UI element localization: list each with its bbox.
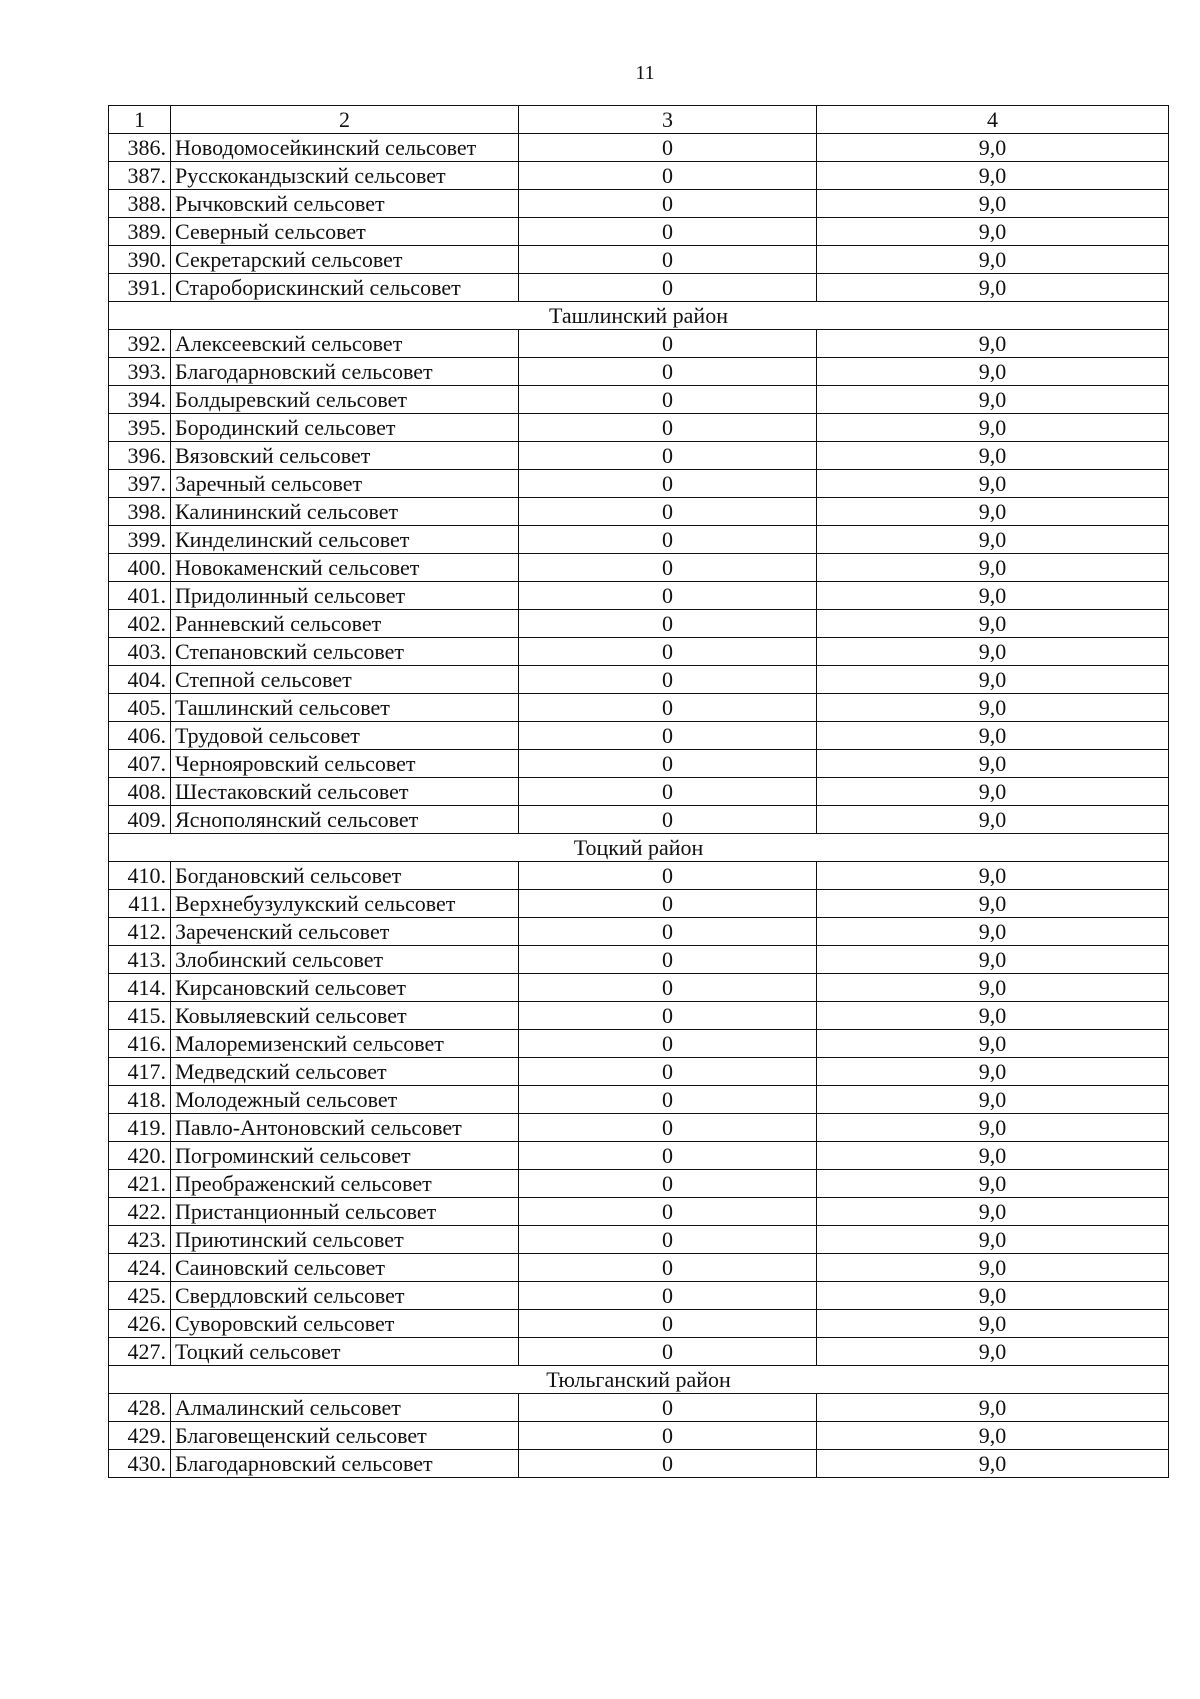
table-row (109, 554, 1169, 582)
value-col-4: 9,0 (817, 1254, 1169, 1282)
council-name: Кирсановский сельсовет (171, 974, 519, 1002)
value-col-3: 0 (519, 246, 817, 274)
row-number: 417. (109, 1058, 171, 1086)
value-col-3: 0 (519, 1086, 817, 1114)
value-col-3: 0 (519, 1058, 817, 1086)
page-number: 11 (635, 62, 655, 84)
council-name: Пристанционный сельсовет (171, 1198, 519, 1226)
table-row (109, 246, 1169, 274)
value-col-3: 0 (519, 582, 817, 610)
value-col-4: 9,0 (817, 1226, 1169, 1254)
table-body (109, 106, 1169, 1478)
value-col-3: 0 (519, 694, 817, 722)
row-number: 412. (109, 918, 171, 946)
value-col-4: 9,0 (817, 1170, 1169, 1198)
value-col-4: 9,0 (817, 1114, 1169, 1142)
value-col-4: 9,0 (817, 526, 1169, 554)
value-col-3: 0 (519, 554, 817, 582)
value-col-3: 0 (519, 358, 817, 386)
council-name: Благовещенский сельсовет (171, 1422, 519, 1450)
table-row (109, 862, 1169, 890)
table-row (109, 806, 1169, 834)
council-name: Алексеевский сельсовет (171, 330, 519, 358)
table-row (109, 1422, 1169, 1450)
value-col-3: 0 (519, 1030, 817, 1058)
table-row (109, 1450, 1169, 1478)
value-col-3: 0 (519, 1394, 817, 1422)
row-number: 413. (109, 946, 171, 974)
row-number: 427. (109, 1338, 171, 1366)
row-number: 396. (109, 442, 171, 470)
council-name: Алмалинский сельсовет (171, 1394, 519, 1422)
table-row (109, 1142, 1169, 1170)
council-name: Трудовой сельсовет (171, 722, 519, 750)
row-number: 392. (109, 330, 171, 358)
allocation-table (108, 105, 1169, 1478)
council-name: Ранневский сельсовет (171, 610, 519, 638)
row-number: 398. (109, 498, 171, 526)
value-col-3: 0 (519, 414, 817, 442)
table-row (109, 1114, 1169, 1142)
row-number: 393. (109, 358, 171, 386)
value-col-3: 0 (519, 1198, 817, 1226)
row-number: 399. (109, 526, 171, 554)
council-name: Болдыревский сельсовет (171, 386, 519, 414)
header-cell-1: 1 (109, 106, 171, 134)
council-name: Верхнебузулукский сельсовет (171, 890, 519, 918)
value-col-4: 9,0 (817, 498, 1169, 526)
value-col-4: 9,0 (817, 246, 1169, 274)
table-row (109, 1394, 1169, 1422)
value-col-4: 9,0 (817, 1142, 1169, 1170)
value-col-4: 9,0 (817, 722, 1169, 750)
value-col-3: 0 (519, 946, 817, 974)
council-name: Приютинский сельсовет (171, 1226, 519, 1254)
table-row (109, 1086, 1169, 1114)
council-name: Вязовский сельсовет (171, 442, 519, 470)
council-name: Заречный сельсовет (171, 470, 519, 498)
value-col-3: 0 (519, 862, 817, 890)
row-number: 394. (109, 386, 171, 414)
row-number: 424. (109, 1254, 171, 1282)
table-row (109, 190, 1169, 218)
value-col-4: 9,0 (817, 862, 1169, 890)
row-number: 397. (109, 470, 171, 498)
council-name: Молодежный сельсовет (171, 1086, 519, 1114)
council-name: Богдановский сельсовет (171, 862, 519, 890)
district-header-row (109, 1366, 1169, 1394)
district-title: Ташлинский район (109, 302, 1169, 330)
council-name: Преображенский сельсовет (171, 1170, 519, 1198)
council-name: Ташлинский сельсовет (171, 694, 519, 722)
value-col-3: 0 (519, 1226, 817, 1254)
value-col-3: 0 (519, 638, 817, 666)
header-row (109, 106, 1169, 134)
value-col-3: 0 (519, 778, 817, 806)
council-name: Новодомосейкинский сельсовет (171, 134, 519, 162)
council-name: Медведский сельсовет (171, 1058, 519, 1086)
council-name: Чернояровский сельсовет (171, 750, 519, 778)
district-header-row (109, 302, 1169, 330)
value-col-3: 0 (519, 330, 817, 358)
row-number: 388. (109, 190, 171, 218)
value-col-4: 9,0 (817, 1422, 1169, 1450)
table-row (109, 414, 1169, 442)
value-col-4: 9,0 (817, 806, 1169, 834)
table-row (109, 918, 1169, 946)
value-col-3: 0 (519, 1254, 817, 1282)
row-number: 414. (109, 974, 171, 1002)
council-name: Калининский сельсовет (171, 498, 519, 526)
council-name: Кинделинский сельсовет (171, 526, 519, 554)
council-name: Ковыляевский сельсовет (171, 1002, 519, 1030)
value-col-3: 0 (519, 1114, 817, 1142)
row-number: 416. (109, 1030, 171, 1058)
header-cell-2: 2 (171, 106, 519, 134)
row-number: 400. (109, 554, 171, 582)
row-number: 410. (109, 862, 171, 890)
table-row (109, 274, 1169, 302)
table-row (109, 1198, 1169, 1226)
row-number: 406. (109, 722, 171, 750)
row-number: 425. (109, 1282, 171, 1310)
table-row (109, 1030, 1169, 1058)
table-row (109, 1002, 1169, 1030)
table-row (109, 162, 1169, 190)
value-col-4: 9,0 (817, 750, 1169, 778)
council-name: Злобинский сельсовет (171, 946, 519, 974)
value-col-4: 9,0 (817, 778, 1169, 806)
table-row (109, 890, 1169, 918)
value-col-3: 0 (519, 610, 817, 638)
table-row (109, 974, 1169, 1002)
row-number: 389. (109, 218, 171, 246)
row-number: 401. (109, 582, 171, 610)
value-col-3: 0 (519, 1002, 817, 1030)
council-name: Рычковский сельсовет (171, 190, 519, 218)
table-row (109, 946, 1169, 974)
value-col-4: 9,0 (817, 1282, 1169, 1310)
table-row (109, 470, 1169, 498)
row-number: 420. (109, 1142, 171, 1170)
value-col-3: 0 (519, 666, 817, 694)
row-number: 419. (109, 1114, 171, 1142)
value-col-4: 9,0 (817, 134, 1169, 162)
value-col-4: 9,0 (817, 1310, 1169, 1338)
table-row (109, 778, 1169, 806)
value-col-4: 9,0 (817, 218, 1169, 246)
value-col-4: 9,0 (817, 162, 1169, 190)
council-name: Саиновский сельсовет (171, 1254, 519, 1282)
value-col-4: 9,0 (817, 330, 1169, 358)
council-name: Суворовский сельсовет (171, 1310, 519, 1338)
value-col-3: 0 (519, 750, 817, 778)
value-col-3: 0 (519, 386, 817, 414)
value-col-4: 9,0 (817, 442, 1169, 470)
council-name: Зареченский сельсовет (171, 918, 519, 946)
value-col-4: 9,0 (817, 1450, 1169, 1478)
row-number: 405. (109, 694, 171, 722)
row-number: 408. (109, 778, 171, 806)
council-name: Малоремизенский сельсовет (171, 1030, 519, 1058)
header-cell-4: 4 (817, 106, 1169, 134)
district-title: Тюльганский район (109, 1366, 1169, 1394)
value-col-4: 9,0 (817, 1198, 1169, 1226)
table-row (109, 638, 1169, 666)
value-col-4: 9,0 (817, 1394, 1169, 1422)
council-name: Придолинный сельсовет (171, 582, 519, 610)
value-col-4: 9,0 (817, 666, 1169, 694)
value-col-3: 0 (519, 1282, 817, 1310)
row-number: 387. (109, 162, 171, 190)
table-row (109, 358, 1169, 386)
value-col-3: 0 (519, 134, 817, 162)
value-col-3: 0 (519, 162, 817, 190)
row-number: 407. (109, 750, 171, 778)
council-name: Яснополянский сельсовет (171, 806, 519, 834)
table-row (109, 442, 1169, 470)
table-row (109, 1338, 1169, 1366)
row-number: 422. (109, 1198, 171, 1226)
row-number: 391. (109, 274, 171, 302)
row-number: 403. (109, 638, 171, 666)
value-col-4: 9,0 (817, 610, 1169, 638)
row-number: 404. (109, 666, 171, 694)
value-col-3: 0 (519, 722, 817, 750)
council-name: Бородинский сельсовет (171, 414, 519, 442)
council-name: Степановский сельсовет (171, 638, 519, 666)
table-row (109, 1170, 1169, 1198)
table-row (109, 610, 1169, 638)
table-row (109, 498, 1169, 526)
row-number: 390. (109, 246, 171, 274)
value-col-3: 0 (519, 1310, 817, 1338)
table-row (109, 1058, 1169, 1086)
row-number: 421. (109, 1170, 171, 1198)
value-col-4: 9,0 (817, 554, 1169, 582)
value-col-4: 9,0 (817, 918, 1169, 946)
value-col-3: 0 (519, 218, 817, 246)
table-row (109, 666, 1169, 694)
value-col-4: 9,0 (817, 1086, 1169, 1114)
table-row (109, 1282, 1169, 1310)
council-name: Погроминский сельсовет (171, 1142, 519, 1170)
council-name: Русскокандызский сельсовет (171, 162, 519, 190)
value-col-4: 9,0 (817, 386, 1169, 414)
value-col-3: 0 (519, 498, 817, 526)
value-col-3: 0 (519, 470, 817, 498)
council-name: Староборискинский сельсовет (171, 274, 519, 302)
council-name: Тоцкий сельсовет (171, 1338, 519, 1366)
value-col-4: 9,0 (817, 638, 1169, 666)
value-col-3: 0 (519, 806, 817, 834)
value-col-3: 0 (519, 974, 817, 1002)
value-col-3: 0 (519, 1170, 817, 1198)
table-row (109, 722, 1169, 750)
row-number: 409. (109, 806, 171, 834)
value-col-3: 0 (519, 442, 817, 470)
row-number: 418. (109, 1086, 171, 1114)
district-title: Тоцкий район (109, 834, 1169, 862)
value-col-4: 9,0 (817, 470, 1169, 498)
row-number: 411. (109, 890, 171, 918)
table-row (109, 1254, 1169, 1282)
value-col-4: 9,0 (817, 1030, 1169, 1058)
table-row (109, 134, 1169, 162)
value-col-4: 9,0 (817, 1002, 1169, 1030)
value-col-4: 9,0 (817, 582, 1169, 610)
value-col-4: 9,0 (817, 1338, 1169, 1366)
row-number: 386. (109, 134, 171, 162)
header-cell-3: 3 (519, 106, 817, 134)
value-col-3: 0 (519, 890, 817, 918)
row-number: 426. (109, 1310, 171, 1338)
district-header-row (109, 834, 1169, 862)
table-row (109, 694, 1169, 722)
value-col-3: 0 (519, 1450, 817, 1478)
table-row (109, 218, 1169, 246)
value-col-4: 9,0 (817, 414, 1169, 442)
value-col-4: 9,0 (817, 358, 1169, 386)
council-name: Павло-Антоновский сельсовет (171, 1114, 519, 1142)
table-row (109, 330, 1169, 358)
value-col-4: 9,0 (817, 946, 1169, 974)
council-name: Новокаменский сельсовет (171, 554, 519, 582)
council-name: Степной сельсовет (171, 666, 519, 694)
council-name: Шестаковский сельсовет (171, 778, 519, 806)
value-col-3: 0 (519, 918, 817, 946)
value-col-3: 0 (519, 1338, 817, 1366)
value-col-4: 9,0 (817, 694, 1169, 722)
value-col-4: 9,0 (817, 274, 1169, 302)
row-number: 423. (109, 1226, 171, 1254)
row-number: 395. (109, 414, 171, 442)
row-number: 415. (109, 1002, 171, 1030)
table-row (109, 582, 1169, 610)
council-name: Секретарский сельсовет (171, 246, 519, 274)
row-number: 429. (109, 1422, 171, 1450)
council-name: Благодарновский сельсовет (171, 1450, 519, 1478)
council-name: Благодарновский сельсовет (171, 358, 519, 386)
value-col-4: 9,0 (817, 974, 1169, 1002)
value-col-3: 0 (519, 1142, 817, 1170)
table-row (109, 1310, 1169, 1338)
row-number: 430. (109, 1450, 171, 1478)
value-col-3: 0 (519, 1422, 817, 1450)
table-row (109, 386, 1169, 414)
row-number: 402. (109, 610, 171, 638)
value-col-4: 9,0 (817, 1058, 1169, 1086)
row-number: 428. (109, 1394, 171, 1422)
value-col-3: 0 (519, 190, 817, 218)
value-col-4: 9,0 (817, 190, 1169, 218)
council-name: Свердловский сельсовет (171, 1282, 519, 1310)
table-row (109, 526, 1169, 554)
value-col-3: 0 (519, 274, 817, 302)
council-name: Северный сельсовет (171, 218, 519, 246)
table-row (109, 750, 1169, 778)
value-col-3: 0 (519, 526, 817, 554)
value-col-4: 9,0 (817, 890, 1169, 918)
table-row (109, 1226, 1169, 1254)
